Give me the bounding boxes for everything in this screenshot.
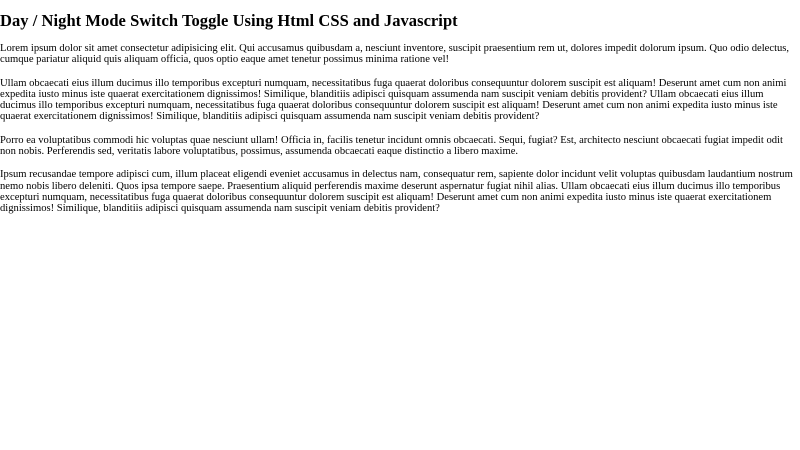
paragraph-3: Porro ea voluptatibus commodi hic voluptas quae nesciunt ullam! Officia in, facilis tenetur incidunt omnis obcaecati. Sequi, fugiat? Est, architecto nesciunt obcaecati fugiat impedit odit non nobis. Perferendis sed, veritatis labore voluptatibus, possimus, assumenda obcaecati eaque distinctio a libero maxime. xyxy=(0,134,783,158)
paragraph-2: Ullam obcaecati eius illum ducimus illo temporibus excepturi numquam, necessitatibus fuga quaerat doloribus consequuntur dolorem suscipit est aliquam! Deserunt amet cum non animi expedita iusto minus iste quaerat exercitationem dignissimos! Similique, blanditiis adipisci quisquam assumenda nam suscipit veniam debitis provident? Ullam obcaecati eius illum ducimus illo temporibus excepturi numquam, necessitatibus fuga quaerat doloribus consequuntur dolorem suscipit est aliquam! Deserunt amet cum non animi expedita iusto minus iste quaerat exercitationem dignissimos! Similique, blanditiis adipisci quisquam assumenda nam suscipit veniam debitis provident? xyxy=(0,77,787,123)
paragraph-1: Lorem ipsum dolor sit amet consectetur adipisicing elit. Qui accusamus quibusdam a, nesciunt inventore, suscipit praesentium rem ut, dolores impedit dolorum ipsum. Quo odio delectus, cumque pariatur aliquid quis aliquam officia, quos optio eaque amet tenetur possimus minima ratione vel! xyxy=(0,43,790,66)
content-body xyxy=(0,43,800,215)
paragraph-4: Ipsum recusandae tempore adipisci cum, illum placeat eligendi eveniet accusamus in delectus nam, consequatur rem, sapiente dolor incidunt velit voluptas quibusdam laudantium nostrum nemo nobis libero deleniti. Quos ipsa tempore saepe. Praesentium aliquid perferendis maxime deserunt aspernatur fugiat nihil alias. Ullam obcaecati eius illum ducimus illo temporibus excepturi numquam, necessitatibus fuga quaerat doloribus consequuntur dolorem suscipit est aliquam! Deserunt amet cum non animi expedita iusto minus iste quaerat exercitationem dignissimos! Similique, blanditiis adipisci quisquam assumenda nam suscipit veniam debitis provident? xyxy=(0,169,793,215)
page-title: Day / Night Mode Switch Toggle Using Html CSS and Javascript xyxy=(0,11,458,30)
